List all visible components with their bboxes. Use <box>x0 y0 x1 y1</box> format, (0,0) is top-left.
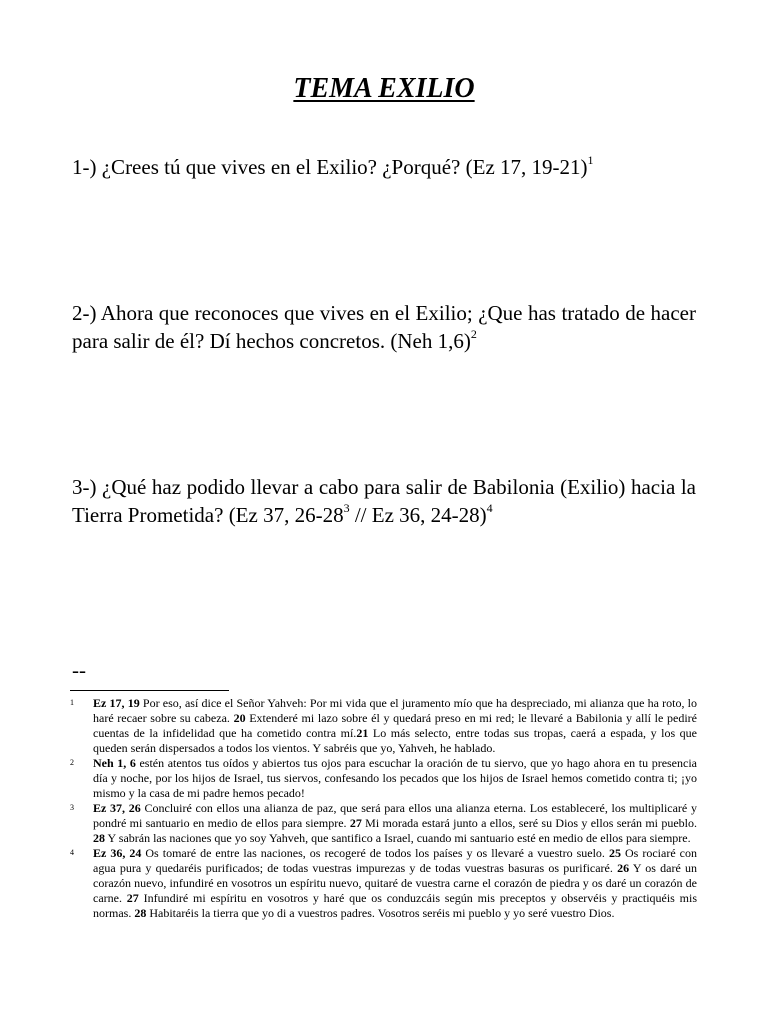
question-2 <box>72 299 696 355</box>
verse-ref: 21 <box>356 726 369 740</box>
verse-ref: 27 <box>349 816 362 830</box>
question-3-text-a: 3-) ¿Qué haz podido llevar a cabo para salir de Babilonia (Exilio) hacia la Tierra Prometida? (Ez 37, 26-28 <box>72 475 696 527</box>
question-1-text: 1-) ¿Crees tú que vives en el Exilio? ¿Porqué? (Ez 17, 19-21) <box>72 155 588 179</box>
verse-ref: 25 <box>608 846 621 860</box>
separator-dash: -- <box>72 658 86 682</box>
verse-text: Habitaréis la tierra que yo di a vuestros padres. Vosotros seréis mi pueblo y yo seré vuestro Dios. <box>146 906 615 920</box>
verse-ref: Ez 17, 19 <box>93 696 140 710</box>
footnote-ref-2[interactable]: 2 <box>470 327 477 341</box>
footnote-4 <box>70 846 697 921</box>
footnote-number: 4 <box>70 848 74 857</box>
page-title: TEMA EXILIO <box>293 73 475 104</box>
verse-text: Y os daré un corazón nuevo, infundiré en vosotros un espíritu nuevo, quitaré de vuestra carne el corazón de piedra y os daré un corazón de carne. <box>93 861 697 905</box>
verse-ref: 28 <box>134 906 147 920</box>
verse-ref: Ez 37, 26 <box>93 801 141 815</box>
footnote-number: 3 <box>70 803 74 812</box>
verse-text: Y sabrán las naciones que yo soy Yahveh, que santifico a Israel, cuando mi santuario esté en medio de ellos para siempre. <box>105 831 691 845</box>
footnote-ref-4[interactable]: 4 <box>486 501 493 515</box>
verse-ref: 20 <box>233 711 246 725</box>
verse-text: Infundiré mi espíritu en vosotros y haré que os conduzcáis según mis preceptos y observéis y practiquéis mis normas. <box>93 891 697 920</box>
footnote-ref-1[interactable]: 1 <box>587 153 594 167</box>
verse-ref: 27 <box>126 891 139 905</box>
verse-ref: Ez 36, 24 <box>93 846 142 860</box>
verse-text: Mi morada estará junto a ellos, seré su Dios y ellos serán mi pueblo. <box>361 816 698 830</box>
footnotes <box>70 696 697 921</box>
verse-text: Concluiré con ellos una alianza de paz, que será para ellos una alianza eterna. Los estableceré, los multiplicaré y pondré mi santuario en medio de ellos para siempre. <box>93 801 697 830</box>
verse-text: Os tomaré de entre las naciones, os recogeré de todos los países y os llevaré a vuestro suelo. <box>141 846 609 860</box>
verse-ref: 28 <box>93 831 105 845</box>
verse-text: Lo más selecto, entre todas sus tropas, caerá a espada, y los que queden serán dispersados a todos los vientos. Y sabréis que yo, Yahveh, he hablado. <box>93 726 698 755</box>
question-3 <box>72 473 696 529</box>
footnote-1 <box>70 696 697 756</box>
verse-text: Os rociaré con agua pura y quedaréis purificados; de todas vuestras impurezas y de todas vuestras basuras os purificaré. <box>93 846 697 875</box>
question-2-text: 2-) Ahora que reconoces que vives en el Exilio; ¿Que has tratado de hacer para salir de él? Dí hechos concretos. (Neh 1,6) <box>72 301 696 353</box>
footnote-number: 2 <box>70 758 74 767</box>
footnote-number: 1 <box>70 698 74 707</box>
verse-ref: 26 <box>617 861 630 875</box>
footnote-2 <box>70 756 697 801</box>
verse-text: Extenderé mi lazo sobre él y quedará preso en mi red; le llevaré a Babilonia y allí le pediré cuentas de la infidelidad que ha cometido contra mí. <box>93 711 697 740</box>
footnote-ref-3[interactable]: 3 <box>343 501 350 515</box>
question-3-text-b: // Ez 36, 24-28) <box>349 503 487 527</box>
verse-text: Por eso, así dice el Señor Yahveh: Por mi vida que el juramento mío que ha despreciado, mi alianza que ha roto, lo haré recaer sobre su cabeza. <box>93 696 697 725</box>
verse-text: estén atentos tus oídos y abiertos tus ojos para escuchar la oración de tu siervo, que yo hago ahora en tu presencia día y noche, por los hijos de Israel, tus siervos, confesando los pecados que los hijos de Israel hemos cometido contra ti; ¡yo mismo y la casa de mi padre hemos pecado! <box>93 756 697 800</box>
question-1 <box>72 153 696 181</box>
footnote-divider <box>70 690 229 691</box>
footnote-3 <box>70 801 697 846</box>
verse-ref: Neh 1, 6 <box>93 756 136 770</box>
